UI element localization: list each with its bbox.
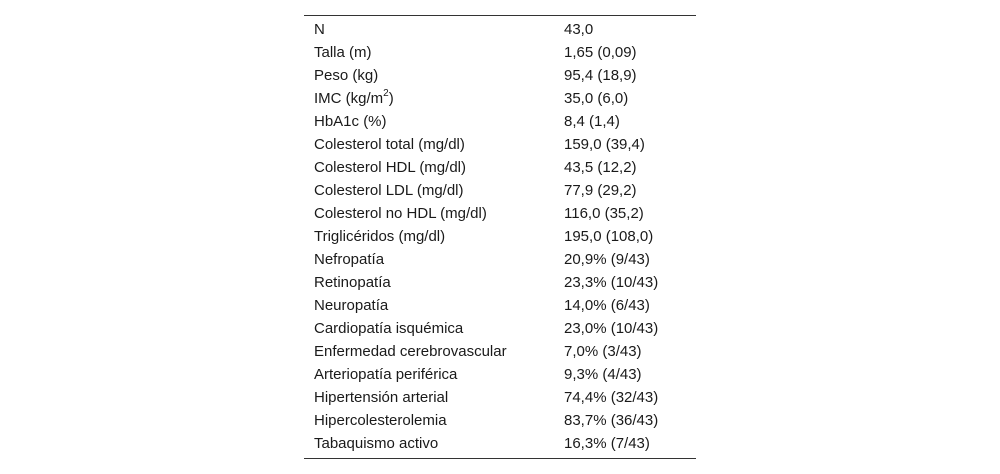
table-row [304,110,696,133]
row-value: 35,0 (6,0) [564,90,629,107]
row-label: Tabaquismo activo [314,435,439,452]
table-row [304,271,696,294]
table-row [304,156,696,179]
row-label: N [314,21,325,38]
row-label: Cardiopatía isquémica [314,320,464,337]
row-value: 9,3% (4/43) [564,366,642,383]
table-row [304,363,696,386]
row-value: 7,0% (3/43) [564,343,642,360]
row-value: 8,4 (1,4) [564,113,620,130]
row-label: Talla (m) [314,44,372,61]
row-value: 77,9 (29,2) [564,182,637,199]
row-label-suffix: ) [388,90,394,107]
row-label: Colesterol HDL (mg/dl) [314,159,466,176]
row-label: Hipercolesterolemia [314,412,447,429]
row-label [304,87,564,110]
table-row [304,179,696,202]
table-row [304,133,696,156]
table-row [304,248,696,271]
table-row [304,225,696,248]
row-label: Triglicéridos (mg/dl) [314,228,446,245]
row-label: Peso (kg) [314,67,379,84]
row-value: 159,0 (39,4) [564,136,645,153]
row-label: Arteriopatía periférica [314,366,458,383]
table-row [304,317,696,340]
row-value: 116,0 (35,2) [564,205,644,222]
row-value: 23,3% (10/43) [564,274,659,291]
patient-characteristics-table [304,15,696,459]
row-label: Retinopatía [314,274,391,291]
table-row [304,64,696,87]
table-row [304,18,696,41]
row-value: 23,0% (10/43) [564,320,659,337]
row-value: 43,5 (12,2) [564,159,637,176]
row-value: 1,65 (0,09) [564,44,637,61]
row-label-superscript: 2 [383,88,389,99]
table-row [304,409,696,432]
row-value: 95,4 (18,9) [564,67,637,84]
table-row [304,202,696,225]
row-value: 20,9% (9/43) [564,251,650,268]
row-label: Enfermedad cerebrovascular [314,343,507,360]
row-label: Nefropatía [314,251,385,268]
row-value: 74,4% (32/43) [564,389,659,406]
row-label: Colesterol no HDL (mg/dl) [314,205,487,222]
row-value: 83,7% (36/43) [564,412,659,429]
table-row [304,340,696,363]
table-row [304,87,696,110]
row-value: 16,3% (7/43) [564,435,650,452]
row-label: Colesterol LDL (mg/dl) [314,182,464,199]
data-table [304,18,696,455]
table-row [304,432,696,455]
table-row [304,386,696,409]
row-value: 195,0 (108,0) [564,228,654,245]
row-value: 14,0% (6/43) [564,297,650,314]
row-label: Hipertensión arterial [314,389,449,406]
row-label-prefix: IMC (kg/m [314,90,384,107]
table-row [304,41,696,64]
row-label: Neuropatía [314,297,389,314]
table-row [304,294,696,317]
row-label: HbA1c (%) [314,113,387,130]
row-label: Colesterol total (mg/dl) [314,136,465,153]
row-value: 43,0 [564,21,594,38]
